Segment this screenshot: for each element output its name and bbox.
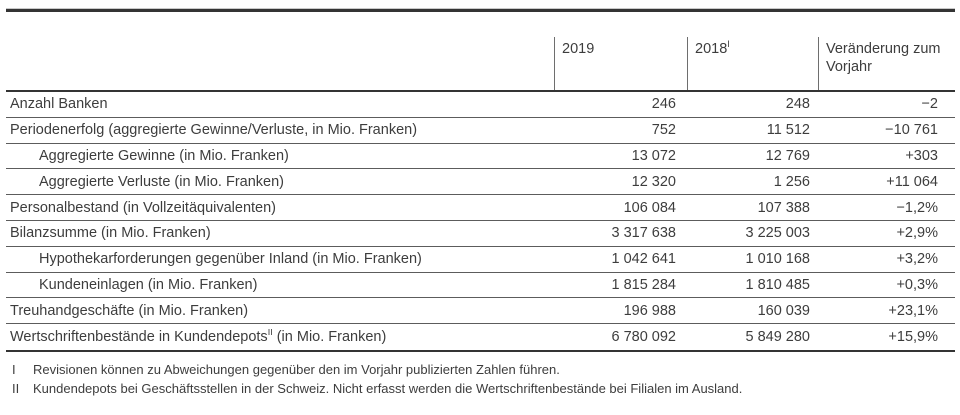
value-change: +303 (905, 147, 938, 164)
table-row (6, 298, 955, 324)
value-2018: 12 769 (765, 147, 810, 164)
value-change: +23,1% (888, 302, 938, 319)
row-label (6, 96, 554, 112)
value-2018: 11 512 (766, 122, 810, 139)
table-row (6, 144, 955, 170)
row-label-text: Hypothekarforderungen gegenüber Inland (in Mio. Franken) (39, 251, 422, 268)
value-2018: 5 849 280 (745, 329, 810, 346)
table-row (6, 324, 955, 350)
value-2019: 1 815 284 (611, 276, 676, 293)
footnote-ref-superscript: I (727, 39, 730, 50)
row-label-text: Aggregierte Gewinne (in Mio. Franken) (39, 147, 289, 164)
row-label (6, 329, 554, 345)
column-header-2018-label: 2018 (695, 41, 728, 57)
value-2019: 6 780 092 (611, 329, 676, 346)
row-label-text: Aggregierte Verluste (in Mio. Franken) (39, 173, 284, 190)
row-label (6, 303, 554, 319)
row-label-text: Wertschriftenbestände in Kundendepots (10, 329, 268, 346)
value-change: −10 761 (885, 122, 938, 139)
row-label-text: Bilanzsumme (in Mio. Franken) (10, 225, 211, 242)
table-row (6, 273, 955, 299)
table-row (6, 221, 955, 247)
value-2018: 1 810 485 (745, 276, 810, 293)
row-label-text: Personalbestand (in Vollzeitäquivalenten) (10, 199, 277, 216)
row-label (6, 122, 554, 138)
value-2019: 246 (651, 96, 676, 113)
row-label (6, 277, 554, 293)
column-header-label-spacer (6, 12, 554, 90)
value-2019: 106 084 (623, 199, 676, 216)
column-header-change (818, 37, 955, 90)
footnote (6, 380, 955, 399)
footnote (6, 361, 955, 380)
footnote-ref-superscript: II (267, 329, 273, 338)
value-change: +11 064 (886, 173, 938, 190)
value-2019: 1 042 641 (611, 251, 676, 268)
value-change: +0,3% (896, 276, 938, 293)
value-2018: 160 039 (757, 302, 810, 319)
value-2018: 1 010 168 (745, 251, 810, 268)
value-change: −1,2% (896, 199, 938, 216)
table-row (6, 195, 955, 221)
value-change: +3,2% (896, 251, 938, 268)
row-label (6, 148, 554, 164)
value-2019: 12 320 (631, 173, 676, 190)
table-header-row (6, 12, 955, 92)
table-row (6, 169, 955, 195)
column-header-2019 (554, 37, 687, 90)
value-change: −2 (921, 96, 938, 113)
bank-statistics-table (6, 9, 955, 352)
value-2018: 3 225 003 (745, 225, 810, 242)
value-2018: 248 (785, 96, 810, 113)
value-2018: 1 256 (773, 173, 810, 190)
table-row (6, 92, 955, 118)
footnote-text: Kundendepots bei Geschäftsstellen in der Schweiz. Nicht erfasst werden die Wertschriftenbestände bei Filialen im Ausland. (33, 380, 743, 396)
table-row (6, 118, 955, 144)
row-label (6, 225, 554, 241)
row-label (6, 200, 554, 216)
row-label (6, 174, 554, 190)
column-header-2018 (687, 37, 818, 90)
row-label-text: Kundeneinlagen (in Mio. Franken) (39, 276, 258, 293)
value-2019: 3 317 638 (611, 225, 676, 242)
value-2018: 107 388 (757, 199, 810, 216)
column-header-change-label: Veränderung zum Vorjahr (826, 41, 941, 75)
table-row (6, 247, 955, 273)
value-change: +2,9% (896, 225, 938, 242)
row-label-text: Treuhandgeschäfte (in Mio. Franken) (10, 302, 249, 319)
column-header-2019-label: 2019 (562, 41, 595, 57)
footnote-text: Revisionen können zu Abweichungen gegenüber den im Vorjahr publizierten Zahlen führen. (33, 362, 560, 377)
row-label (6, 251, 554, 267)
value-2019: 752 (651, 122, 676, 139)
footnote-marker: I (12, 362, 16, 377)
table-body (6, 92, 955, 350)
value-2019: 13 072 (631, 147, 676, 164)
footnotes (6, 361, 955, 398)
row-label-suffix: (in Mio. Franken) (272, 329, 387, 346)
value-change: +15,9% (888, 329, 938, 346)
row-label-text: Periodenerfolg (aggregierte Gewinne/Verluste, in Mio. Franken) (10, 122, 418, 139)
footnote-marker: II (12, 380, 20, 396)
value-2019: 196 988 (623, 302, 676, 319)
row-label-text: Anzahl Banken (10, 96, 108, 113)
